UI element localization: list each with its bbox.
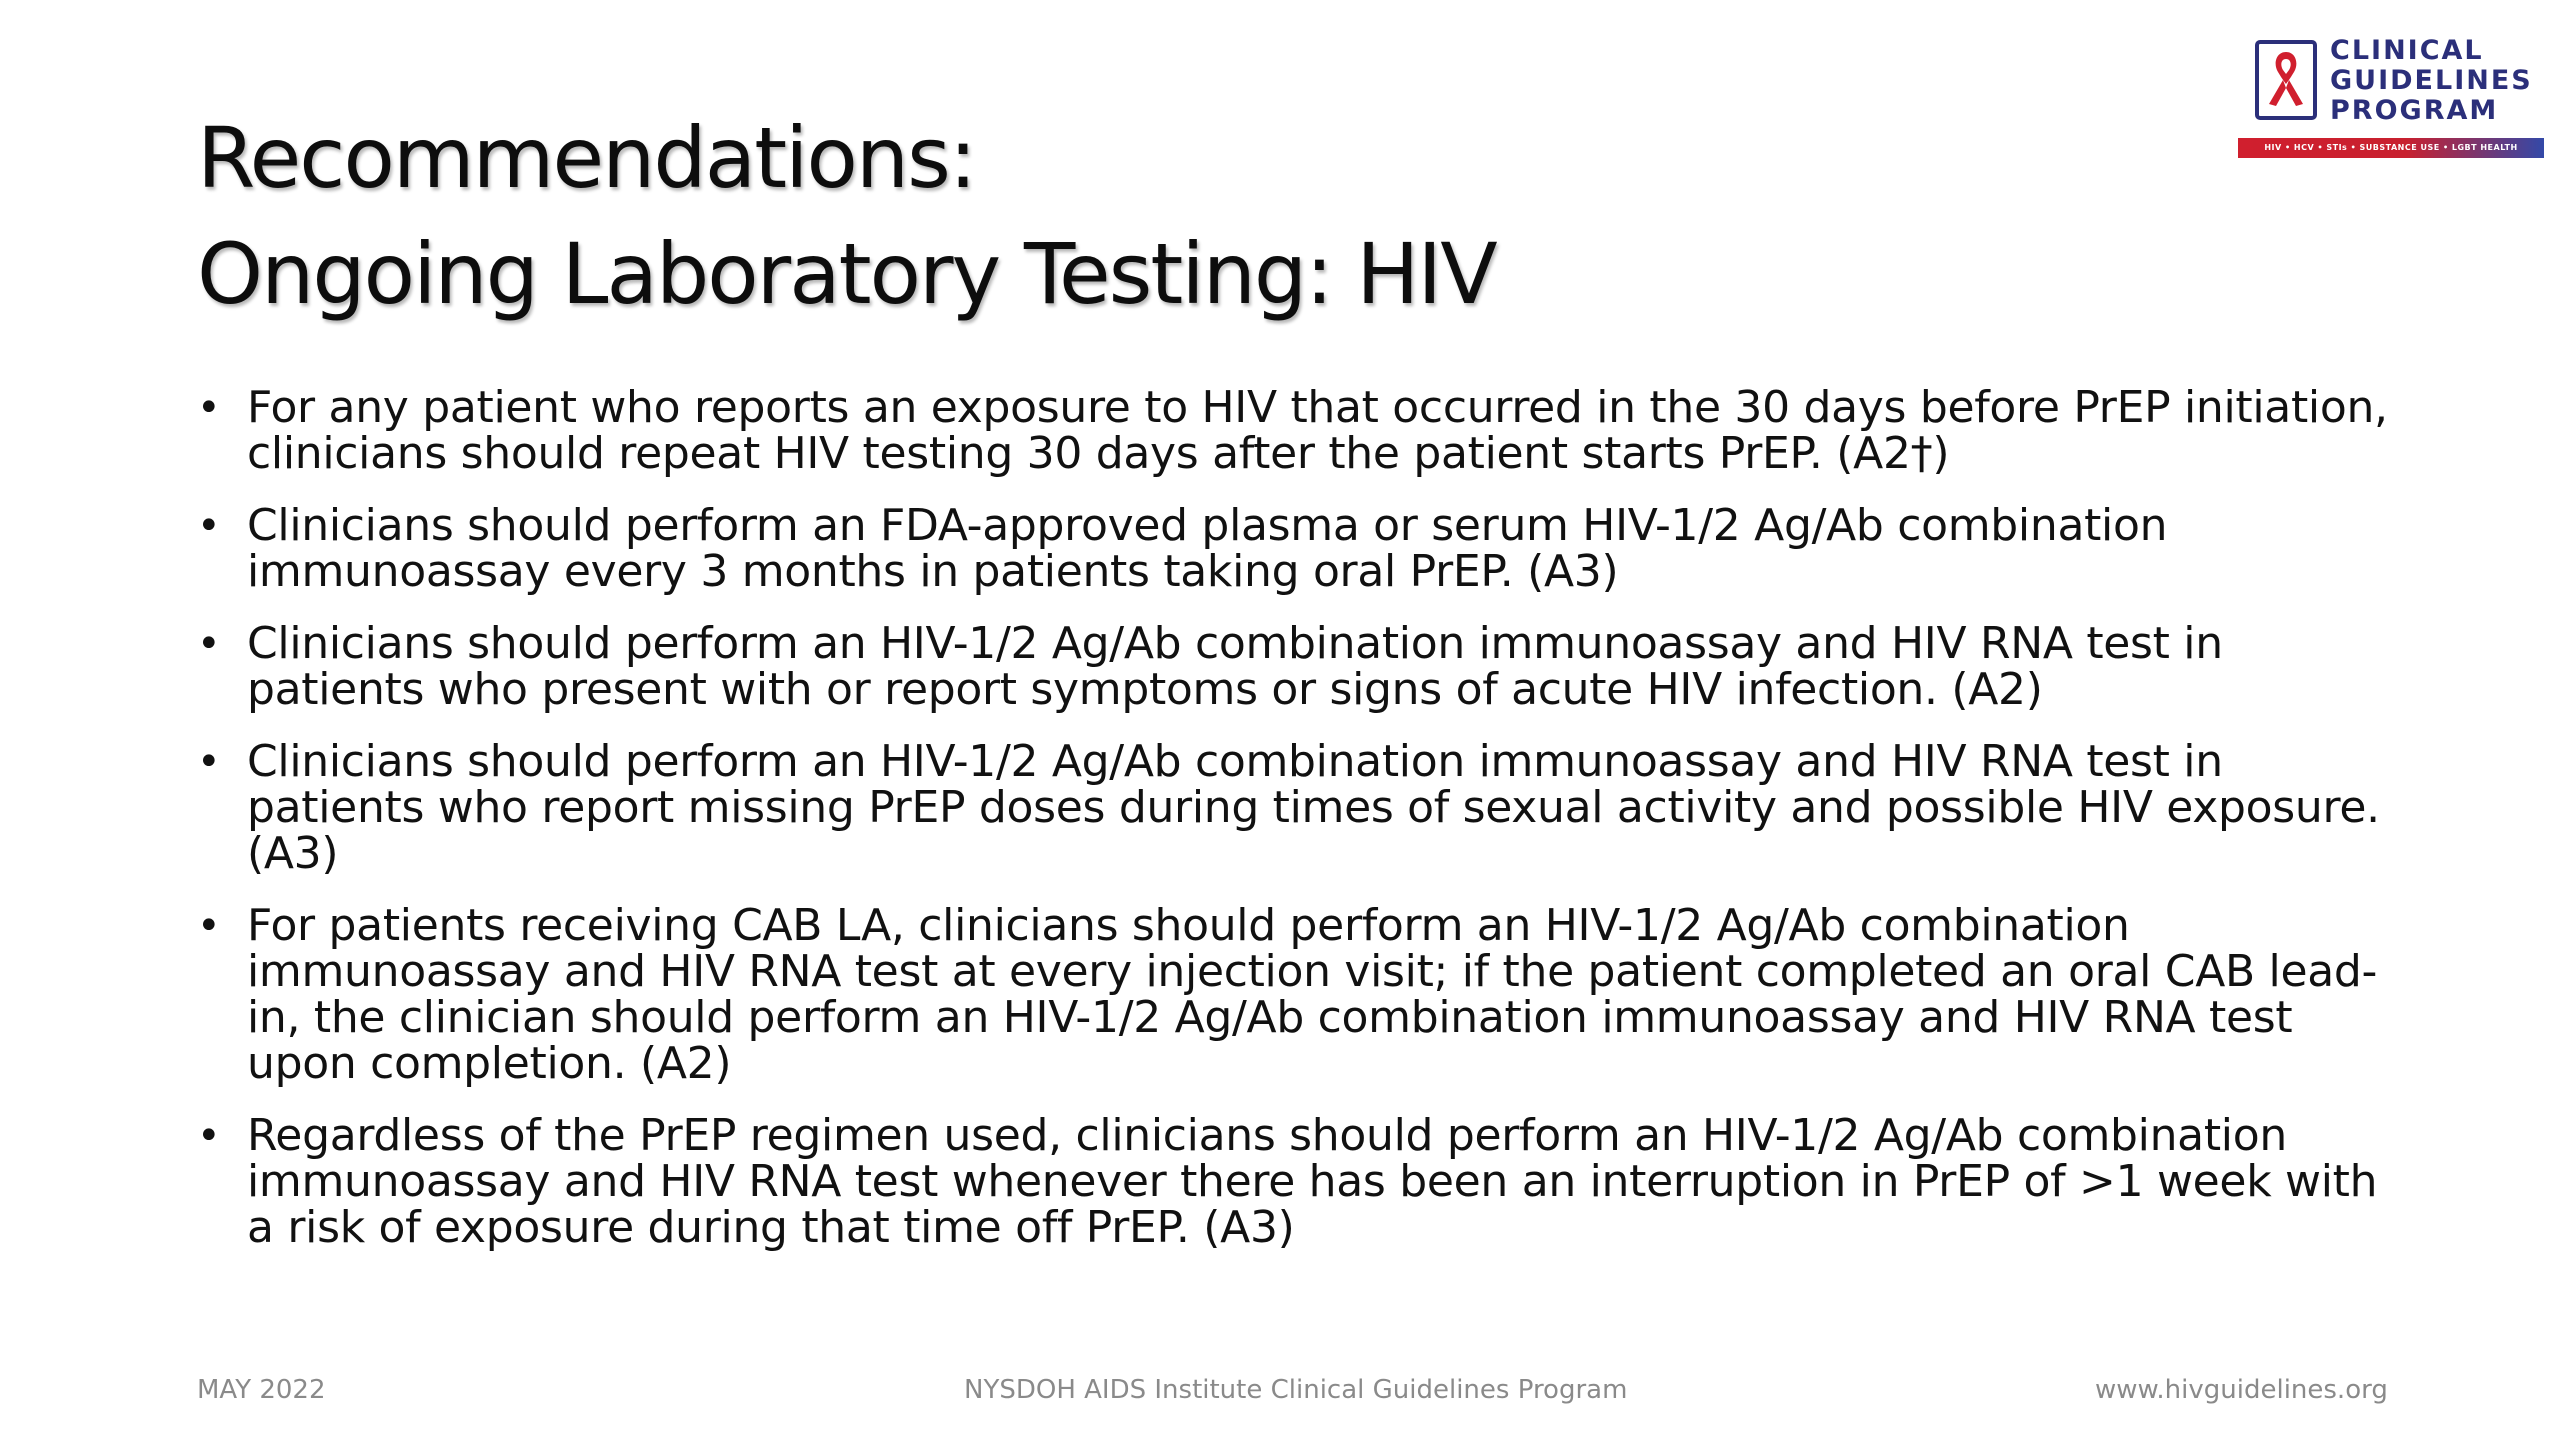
- logo-wordmark: [2330, 36, 2533, 126]
- logo-emblem: [2255, 40, 2317, 120]
- list-item: [197, 900, 2407, 1089]
- footer-date: MAY 2022: [197, 1375, 326, 1405]
- bullet-icon: •: [197, 621, 221, 667]
- clinical-guidelines-program-logo: [2238, 34, 2548, 162]
- list-item: [197, 1110, 2407, 1253]
- slide-title-line-2: Ongoing Laboratory Testing: HIV: [197, 225, 1496, 323]
- list-item-text: For patients receiving CAB LA, clinicians should perform an HIV-1/2 Ag/Ab combination immunoassay and HIV RNA test at every injection visit; if the patient completed an oral CAB lead-in, the clinician should perform an HIV-1/2 Ag/Ab combination immunoassay and HIV RNA test upon completion. (A2): [247, 900, 2378, 1089]
- list-item: [197, 736, 2407, 879]
- bullet-icon: •: [197, 1113, 221, 1159]
- logo-line-1: CLINICAL: [2330, 35, 2484, 66]
- slide-title-line-1: Recommendations:: [197, 109, 976, 207]
- recommendation-list: [197, 382, 2407, 1277]
- slide-title: [197, 100, 1496, 332]
- bullet-icon: •: [197, 385, 221, 431]
- footer-website-link[interactable]: www.hivguidelines.org: [2095, 1375, 2388, 1405]
- red-ribbon-icon: [2259, 44, 2313, 116]
- list-item-text: Clinicians should perform an HIV-1/2 Ag/Ab combination immunoassay and HIV RNA test in patients who present with or report symptoms or signs of acute HIV infection. (A2): [247, 618, 2223, 715]
- footer-organization: NYSDOH AIDS Institute Clinical Guidelines Program: [964, 1375, 1628, 1405]
- list-item: [197, 382, 2407, 479]
- bullet-icon: •: [197, 739, 221, 785]
- list-item-text: For any patient who reports an exposure to HIV that occurred in the 30 days before PrEP initiation, clinicians should repeat HIV testing 30 days after the patient starts PrEP. (A2†): [247, 382, 2388, 479]
- logo-tagline-bar: HIV • HCV • STIs • SUBSTANCE USE • LGBT HEALTH: [2238, 138, 2544, 158]
- bullet-icon: •: [197, 903, 221, 949]
- list-item-text: Regardless of the PrEP regimen used, clinicians should perform an HIV-1/2 Ag/Ab combination immunoassay and HIV RNA test whenever there has been an interruption in PrEP of >1 week with a risk of exposure during that time off PrEP. (A3): [247, 1110, 2378, 1253]
- list-item-text: Clinicians should perform an FDA-approved plasma or serum HIV-1/2 Ag/Ab combination immunoassay every 3 months in patients taking oral PrEP. (A3): [247, 500, 2168, 597]
- bullet-icon: •: [197, 503, 221, 549]
- logo-line-3: PROGRAM: [2330, 95, 2499, 126]
- list-item: [197, 618, 2407, 715]
- list-item: [197, 500, 2407, 597]
- logo-line-2: GUIDELINES: [2330, 65, 2533, 96]
- list-item-text: Clinicians should perform an HIV-1/2 Ag/Ab combination immunoassay and HIV RNA test in patients who report missing PrEP doses during times of sexual activity and possible HIV exposure. (A3): [247, 736, 2380, 879]
